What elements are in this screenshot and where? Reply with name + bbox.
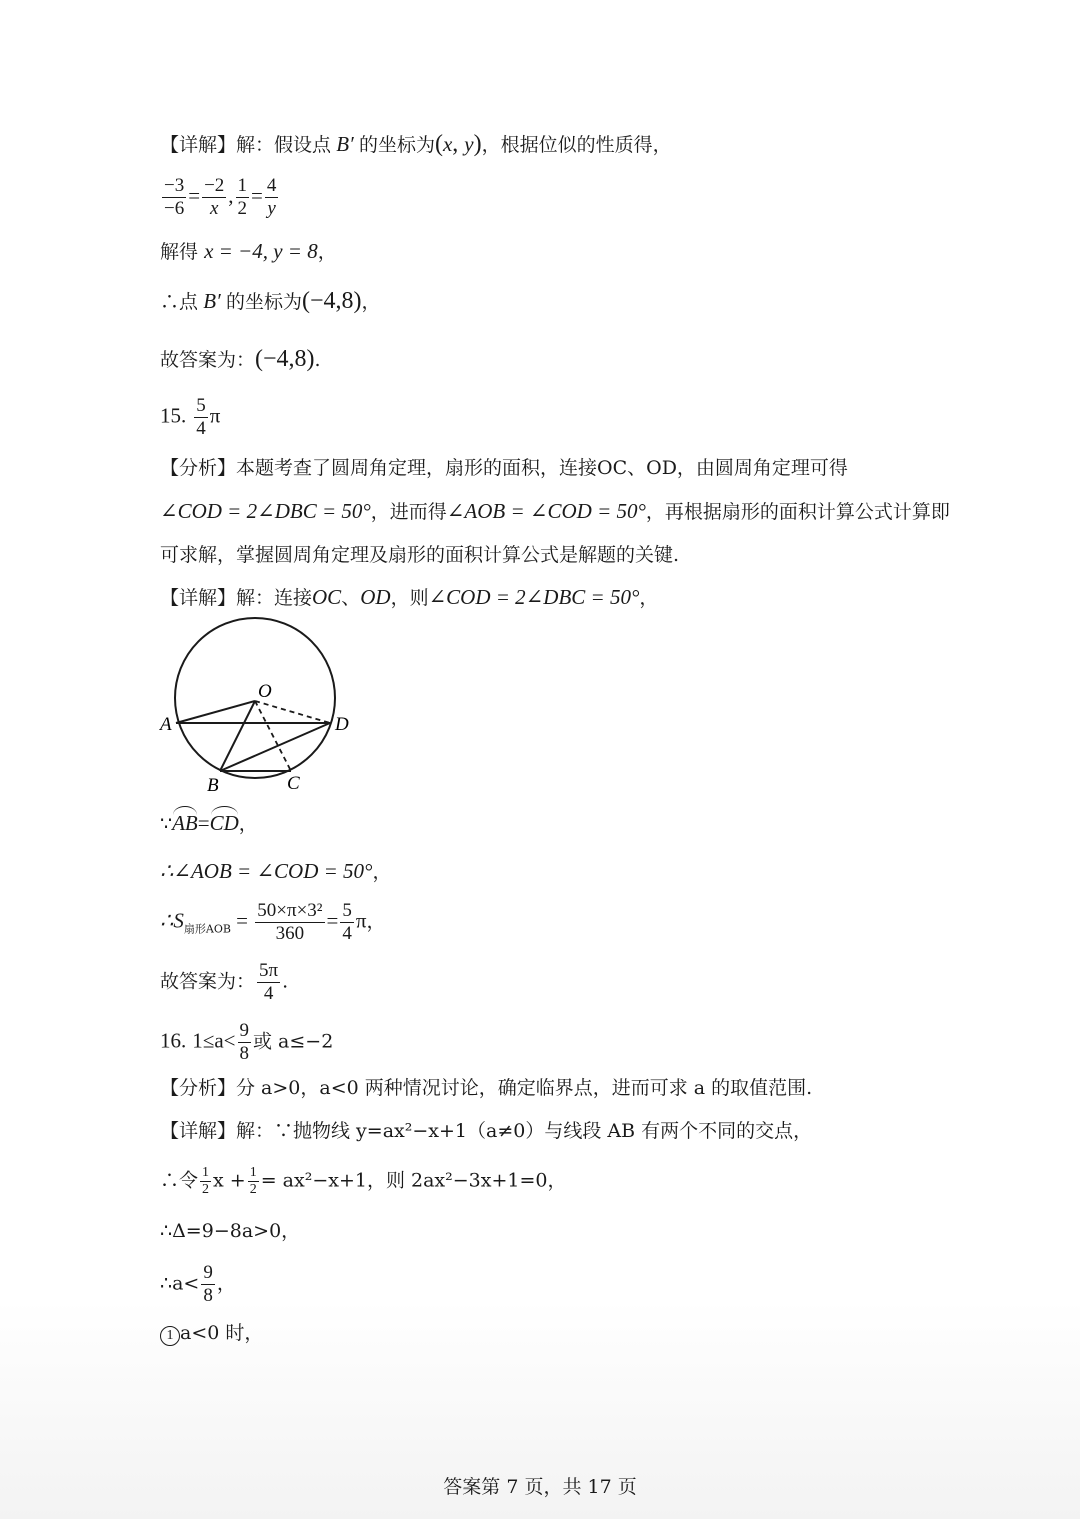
conclusion-line — [160, 288, 381, 315]
label-c: C — [287, 773, 300, 794]
text: ∴令 — [160, 1169, 199, 1192]
discriminant-line — [160, 1218, 300, 1244]
text: ， — [361, 291, 381, 313]
label-a: A — [160, 714, 172, 735]
page-footer: 答案第 7 页，共 17 页 — [443, 1476, 637, 1498]
text: 解得 — [160, 241, 199, 263]
text: 【分析】本题考查了圆周角定理，扇形的面积，连接OC、OD，由圆周角定理可得 — [160, 457, 848, 479]
fraction: $\frac{1}{2}$ — [237, 175, 248, 219]
text: ，再根据扇形的面积计算公式计算即 — [645, 501, 950, 523]
label-d: D — [335, 714, 349, 735]
text: = ax²−x+1，则 2ax²−3x+1=0， — [260, 1169, 567, 1192]
fraction: $\frac{1}{2}$ — [249, 1165, 257, 1197]
circled-number: 1 — [160, 1326, 180, 1346]
question-16-answer — [160, 1020, 333, 1065]
label-b: B — [207, 775, 219, 796]
analysis-line-2 — [160, 498, 950, 525]
math: ∴S — [160, 908, 184, 933]
math: ∠COD = 2∠DBC = 50° — [428, 585, 640, 609]
text: 、 — [341, 587, 361, 609]
fraction: $\frac{5}{4}$ — [342, 900, 352, 944]
subscript: 扇形AOB — [183, 922, 231, 936]
answer-line — [160, 346, 321, 373]
pi: π — [355, 908, 367, 933]
math: x = −4, y = 8 — [204, 239, 318, 263]
text: . — [314, 349, 321, 371]
fraction: $\frac{5\pi}{4}$ — [259, 960, 279, 1004]
text: ，则 — [390, 587, 429, 609]
text: ， — [372, 861, 392, 883]
text: ， — [317, 241, 337, 263]
text: 【详解】解：连接 — [160, 587, 313, 609]
arc-cd: CD — [209, 811, 239, 835]
equation-line — [160, 1165, 567, 1198]
coordinate: (−4,8) — [301, 288, 362, 314]
text: 【详解】解：∵抛物线 y=ax²−x+1（a≠0）与线段 AB 有两个不同的交点， — [160, 1120, 813, 1142]
fraction: $\frac{9}{8}$ — [203, 1262, 213, 1306]
question-15-answer — [160, 395, 220, 440]
text: 可求解，掌握圆周角定理及扇形的面积计算公式是解题的关键. — [160, 544, 680, 566]
text: 【分析】分 a>0，a<0 两种情况讨论，确定临界点，进而可求 a 的取值范围. — [160, 1077, 813, 1099]
fraction: $\frac{1}{2}$ — [202, 1165, 210, 1197]
segment-ob — [220, 701, 255, 771]
coordinate: (−4,8) — [255, 346, 315, 372]
circle — [175, 618, 335, 778]
arc-ab: AB — [172, 811, 198, 835]
math: ∠COD = 2∠DBC = 50° — [160, 499, 371, 523]
question-number: 15. — [160, 403, 187, 428]
circle-diagram — [155, 615, 365, 800]
point-b-prime: B′ — [198, 289, 226, 313]
text: 【详解】解：假设点 — [160, 134, 332, 156]
fraction: $\frac{-2}{x}$ — [204, 175, 225, 219]
point-b-prime: B′ — [331, 132, 359, 156]
ratio-equations: $\frac{-3}{-6}$ = $\frac{-2}{x}$ , $\frac{1}{2}$ = $\frac{4}{y}$ — [164, 175, 277, 219]
segment-bd — [220, 723, 330, 771]
case-1-line — [160, 1320, 263, 1346]
detail-16 — [160, 1118, 812, 1144]
text: 故答案为： — [160, 970, 256, 993]
detail-line-15 — [160, 584, 658, 611]
fraction: $\frac{4}{y}$ — [266, 175, 277, 219]
text: ， — [238, 813, 258, 835]
dashed-od — [255, 701, 330, 723]
text: = — [197, 811, 210, 835]
analysis-16 — [160, 1075, 812, 1101]
text: ，进而得 — [370, 501, 447, 523]
angle-equal-line — [160, 858, 391, 885]
fraction: $\frac{9}{8}$ — [239, 1020, 249, 1064]
answer-15-line — [160, 960, 288, 1005]
solution-line — [160, 238, 337, 265]
analysis-line-1 — [160, 455, 848, 481]
text: ∴Δ=9−8a>0， — [160, 1220, 301, 1242]
dashed-oc — [255, 701, 291, 771]
fraction: $\frac{5}{4}$ — [196, 395, 206, 439]
math: OC — [312, 585, 342, 609]
text: 故答案为： — [160, 349, 256, 371]
pi: π — [209, 403, 221, 428]
coord-xy: (x, y) — [434, 131, 482, 157]
text: ，根据位似的性质得， — [481, 134, 672, 156]
text: 或 a≤−2 — [253, 1030, 334, 1053]
analysis-line-3 — [160, 542, 679, 568]
text: . — [282, 970, 289, 993]
math: ∴∠AOB = ∠COD = 50° — [160, 859, 373, 883]
math: ∠AOB = ∠COD = 50° — [446, 499, 646, 523]
fraction: $\frac{\text{50×π×3²}}{360}$ — [257, 900, 323, 944]
detail-line-14 — [160, 131, 672, 158]
arc-equal-line — [160, 810, 258, 837]
text: ， — [216, 1272, 236, 1295]
text: ， — [366, 910, 386, 933]
math: OD — [360, 585, 391, 609]
text: ， — [639, 587, 659, 609]
question-number: 16. — [160, 1028, 187, 1053]
because-symbol: ∵ — [160, 813, 173, 835]
label-o: O — [258, 681, 272, 702]
fraction: $\frac{-3}{-6}$ — [164, 175, 185, 219]
text: a<0 时， — [180, 1322, 264, 1344]
text: ∴a< — [160, 1272, 200, 1295]
inequality-line — [160, 1262, 236, 1307]
text: 的坐标为 — [358, 134, 435, 156]
math: 1≤a< — [192, 1028, 236, 1053]
text: ∴点 — [160, 291, 199, 313]
area-formula-line: $\therefore S_{扇形AOB}$ = $\frac{\text{50×π×3²}}{360}$ = $\frac{5}{4}$ π， — [160, 900, 386, 944]
segment-ao — [176, 701, 255, 723]
text: x + — [213, 1169, 246, 1192]
text: 的坐标为 — [225, 291, 302, 313]
